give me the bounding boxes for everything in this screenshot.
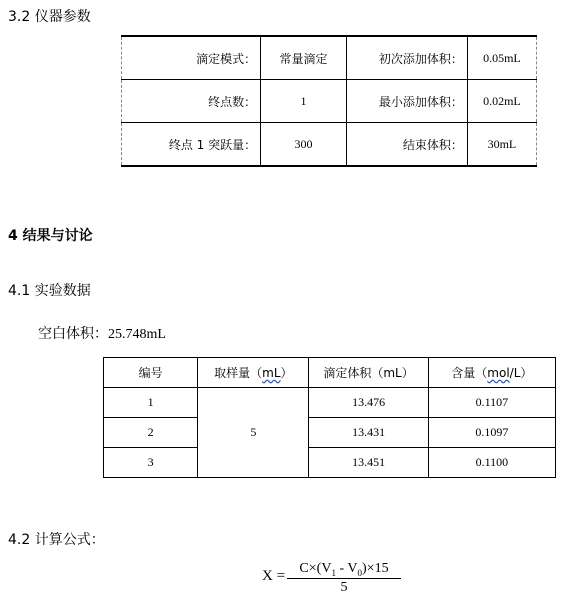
param-label: 滴定模式： [122,36,261,80]
formula-denominator: 5 [340,580,348,595]
section-4-heading: 4 结果与讨论 [8,228,93,244]
unit-mol: mol [487,366,510,380]
blank-volume-line [38,323,166,343]
column-header: 滴定体积（mL） [309,358,428,388]
table-row [104,418,556,448]
param-label: 初次添加体积： [346,36,467,80]
param-value: 0.05mL [467,36,536,80]
column-header: 含量（mol/L） [428,358,555,388]
content-value: 0.1097 [428,418,555,448]
sample-amount: 5 [198,388,309,478]
formula-numerator: $C\times(V_1 - V_0)\times 15$ [299,561,389,578]
column-header: 编号 [104,358,198,388]
table-row [122,80,537,123]
table-row [104,388,556,418]
param-value: 0.02mL [467,80,536,123]
param-value: 1 [261,80,347,123]
param-value: 300 [261,123,347,167]
table-row [122,123,537,167]
titration-volume: 13.431 [309,418,428,448]
sample-id: 1 [104,388,198,418]
blank-volume-label: 空白体积： [38,326,108,342]
param-value: 30mL [467,123,536,167]
experiment-data-table [103,357,556,478]
param-label: 结束体积： [346,123,467,167]
content-value: 0.1100 [428,448,555,478]
formula-fraction [287,560,401,596]
content-value: 0.1107 [428,388,555,418]
section-4-1-heading: 4.1 实验数据 [8,283,91,299]
titration-volume: 13.451 [309,448,428,478]
section-4-2-heading: 4.2 计算公式： [8,532,105,548]
sample-id: 3 [104,448,198,478]
instrument-parameter-table [121,35,537,167]
blank-volume-value: 25.748mL [108,327,166,342]
formula-lhs: X = [262,568,286,584]
table-row [104,448,556,478]
param-label: 最小添加体积： [346,80,467,123]
param-value: 常量滴定 [261,36,347,80]
table-row [122,36,537,80]
table-header-row [104,358,556,388]
param-label: 终点数： [122,80,261,123]
column-header: 取样量（mL） [198,358,309,388]
section-3-2-heading: 3.2 仪器参数 [8,9,91,25]
titration-volume: 13.476 [309,388,428,418]
sample-id: 2 [104,418,198,448]
param-label: 终点 1 突跃量： [122,123,261,167]
unit-ml: mL [262,366,281,380]
